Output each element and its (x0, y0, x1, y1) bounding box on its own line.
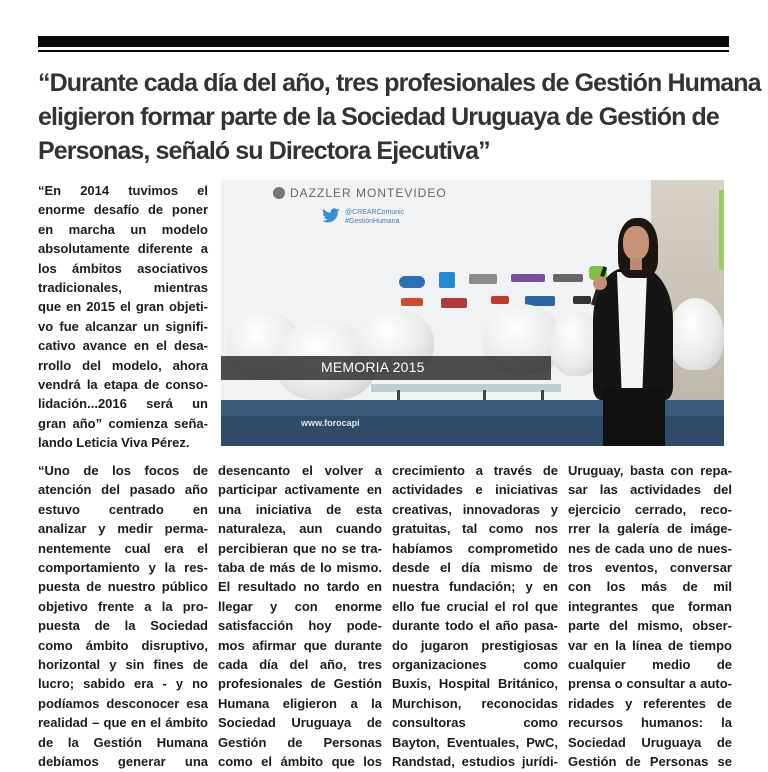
text-line: tros eventos, conversar (568, 560, 732, 576)
header-rule-thin (38, 50, 729, 52)
text-line: Sociedad Uruguaya de (568, 734, 732, 750)
text-line: consultoras como (392, 715, 558, 731)
text-line: recursos humanos: la (568, 715, 732, 731)
text-line: tradicionales, mientras (38, 280, 208, 296)
text-line: horizontal y sin fines de (38, 657, 208, 673)
sponsor-mark (491, 296, 509, 304)
stage-url-text: www.forocapi (301, 418, 360, 428)
twitter-hashtag: #GestiónHumana (345, 218, 400, 225)
text-line: absolutamente diferente a (38, 241, 208, 257)
headline-line: eligieron formar parte de la Sociedad Uruguaya de Gestión de (38, 103, 719, 131)
sponsor-mark (511, 274, 545, 282)
text-line: Buxis, Hospital Británico, (392, 676, 558, 692)
text-line: organizaciones como (392, 657, 558, 673)
sponsor-mark (573, 296, 591, 304)
text-line: los ámbitos asociativos (38, 260, 208, 276)
twitter-handle-text (345, 208, 404, 226)
text-line: mos afirmar que durante (218, 637, 382, 653)
text-line: Humana eligieron a la (218, 695, 382, 711)
speaker-neck (630, 258, 642, 270)
text-line: realidad – que en el ámbito (38, 715, 208, 731)
text-line: Gestión de Personas (218, 734, 382, 750)
text-line: do jugaron prestigiosas (392, 637, 558, 653)
text-line: prensa o consultar a auto- (568, 676, 732, 692)
text-line: cualquier medio de (568, 657, 732, 673)
text-line: gratuitas, tal como nos (392, 521, 558, 537)
text-line: como ámbito disruptivo, (38, 637, 208, 653)
text-line: naturaleza, aun cuando (218, 521, 382, 537)
sponsor-mark (469, 274, 497, 284)
text-line: actividades e iniciativas (392, 482, 558, 498)
text-line: lucro; sabido era - y no (38, 676, 208, 692)
dazzler-logo (273, 186, 447, 200)
text-line: estuvo centrado en (38, 501, 208, 517)
intro-paragraph (38, 181, 208, 453)
text-line: rrer la galería de imáge- (568, 521, 732, 537)
sponsor-mark (399, 276, 425, 288)
text-line: lando Leticia Viva Pérez. (38, 435, 190, 451)
text-line: profesionales de Gestión (218, 676, 382, 692)
text-line: puesta de nuestro público (38, 579, 208, 595)
text-line: parte del mismo, obser- (568, 618, 732, 634)
text-line: desde el día mismo de (392, 560, 558, 576)
text-line: objetivo frente a la pro- (38, 598, 208, 614)
body-column-2 (218, 461, 382, 772)
text-line: Bayton, Eventuales, PwC, (392, 734, 558, 750)
body-column-3 (392, 461, 558, 772)
text-line: puesta de la Sociedad (38, 618, 208, 634)
text-line: Murchison, reconocidas (392, 695, 558, 711)
text-line: integrantes que forman (568, 598, 732, 614)
text-line: debíamos generar una (38, 754, 208, 770)
text-line: Sociedad Uruguaya de (218, 715, 382, 731)
text-line: El resultado no tardo en (218, 579, 382, 595)
text-line: “En 2014 tuvimos el (38, 183, 208, 198)
twitter-bird-icon (321, 208, 341, 224)
text-line: crecimiento a través de (392, 463, 558, 478)
text-line: nentemente cual era el (38, 540, 208, 556)
text-line: durante todo el año pasa- (392, 618, 558, 634)
text-line: Randstad, estudios jurídi- (392, 754, 558, 770)
speaker-face (623, 226, 649, 260)
text-line: desencanto el volver a (218, 463, 382, 478)
body-column-1 (38, 461, 208, 772)
text-line: analizar y medir perma- (38, 521, 208, 537)
text-line: nuestra fundación; y en (392, 579, 558, 595)
article-headline (38, 66, 761, 168)
text-line: una iniciativa de esta (218, 501, 382, 517)
text-line: comportamiento y la res- (38, 560, 208, 576)
text-line: ejercicio cerrado, reco- (568, 501, 732, 517)
text-line: enorme desafío de poner (38, 202, 208, 218)
twitter-handle: @CREARComunic (345, 209, 405, 216)
text-line: participar activamente en (218, 482, 382, 498)
header-rule-thick (38, 36, 729, 47)
dazzler-logo-text: DAZZLER MONTEVIDEO (290, 186, 447, 200)
headline-line: “Durante cada día del año, tres profesionales de Gestión Humana (38, 69, 761, 97)
text-line: creativas, innovadoras y (392, 501, 558, 517)
body-column-4 (568, 461, 732, 772)
text-line: percibieran que no se tra- (218, 540, 382, 556)
speaker-hand (593, 276, 607, 290)
white-chair (669, 298, 724, 370)
text-line: gran año” comienza seña- (38, 415, 208, 431)
text-line: ello fue crucial el rol que (392, 598, 558, 614)
text-line: sar las actividades del (568, 482, 732, 498)
text-line: Uruguay, basta con repa- (568, 463, 732, 478)
dazzler-logo-mark-icon (273, 187, 285, 199)
text-line: de la Gestión Humana (38, 734, 208, 750)
text-line: var en la línea de tiempo (568, 637, 732, 653)
sponsor-mark (401, 298, 423, 306)
text-line: “Uno de los focos de (38, 463, 208, 478)
event-photo (221, 180, 724, 446)
text-line: llegar y con enorme (218, 598, 382, 614)
photo-green-strip (719, 190, 724, 270)
photo-caption: MEMORIA 2015 (321, 359, 425, 375)
headline-line: Personas, señaló su Directora Ejecutiva” (38, 137, 490, 165)
text-line: habíamos comprometido (392, 540, 558, 556)
text-line: taba de más de lo mismo. (218, 560, 382, 576)
text-line: Gestión de Personas se (568, 754, 732, 770)
text-line: rrollo del modelo, ahora (38, 357, 208, 373)
speaker-pants (603, 388, 665, 446)
text-line: cativo avance en el desa- (38, 338, 208, 354)
text-line: como el ámbito que los (218, 754, 382, 770)
text-line: que en 2015 el gran objeti- (38, 299, 208, 315)
text-line: con los más de mil (568, 579, 732, 595)
text-line: atención del pasado año (38, 482, 208, 498)
sponsor-mark (439, 272, 455, 288)
text-line: lidación...2016 será un (38, 396, 208, 412)
speaker-blouse (617, 272, 647, 388)
sponsor-mark (553, 274, 583, 282)
text-line: vo fue alcanzar un signifi- (38, 318, 208, 334)
text-line: en marcha un modelo (38, 221, 208, 237)
text-line: nes de cada uno de nues- (568, 540, 732, 556)
text-line: satisfacción hoy pode- (218, 618, 382, 634)
text-line: vendrá la etapa de conso- (38, 377, 208, 393)
text-line: cada día del año, tres (218, 657, 382, 673)
text-line: podíamos desconocer esa (38, 695, 208, 711)
text-line: ridades y referentes de (568, 695, 732, 711)
sponsor-mark (441, 298, 467, 308)
